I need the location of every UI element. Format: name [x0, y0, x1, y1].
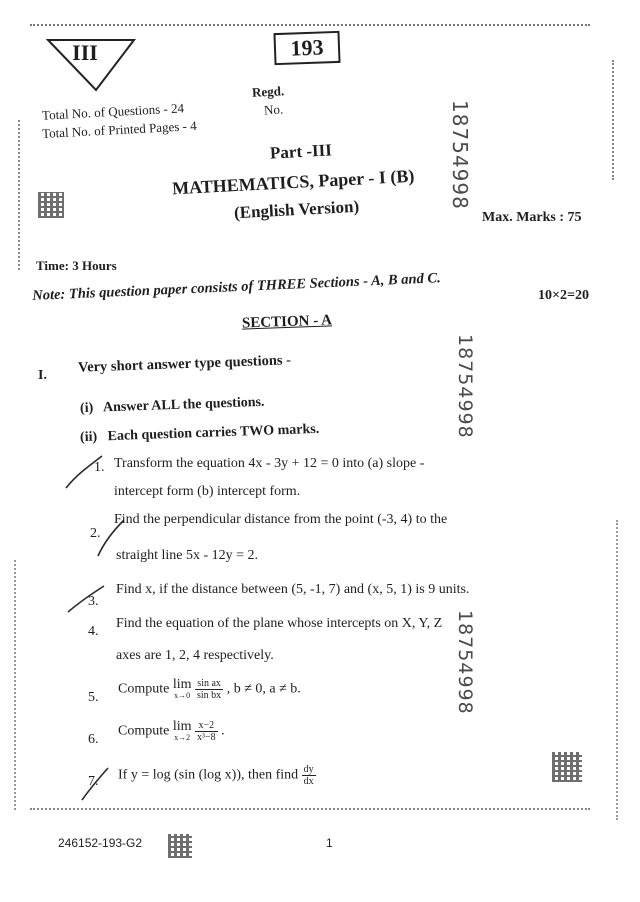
- max-marks: Max. Marks : 75: [482, 210, 582, 225]
- part-title: Part -III: [269, 140, 333, 163]
- dotted-border-right-lower: [616, 520, 618, 820]
- dotted-border-left: [18, 120, 20, 270]
- question-4-number: 4.: [88, 624, 99, 639]
- dotted-border-bottom: [30, 808, 590, 810]
- qr-code-icon: [38, 192, 64, 218]
- question-1-line1: Transform the equation 4x - 3y + 12 = 0 into (a) slope -: [114, 456, 425, 471]
- question-3-number: 3.: [88, 594, 99, 609]
- question-5-number: 5.: [88, 690, 99, 705]
- section-a-title: SECTION - A: [241, 312, 333, 332]
- section-roman: I.: [38, 368, 47, 383]
- question-6-number: 6.: [88, 732, 99, 747]
- question-6-prefix: Compute: [118, 723, 170, 739]
- instruction-1-num: (i): [79, 400, 94, 417]
- question-6-lim-word: lim: [172, 718, 192, 734]
- question-7-numerator: dy: [303, 764, 314, 775]
- section-marks: 10×2=20: [538, 288, 589, 303]
- question-3-line1: Find x, if the distance between (5, -1, 7) and (x, 5, 1) is 9 units.: [116, 582, 470, 597]
- question-5-fraction: [195, 678, 223, 701]
- serial-number-lower: 18754998: [454, 610, 476, 715]
- qr-code-icon: [552, 752, 582, 782]
- paper-code-box: 193: [273, 31, 340, 65]
- question-6-limit: [172, 718, 192, 743]
- dotted-border-top: [30, 24, 590, 26]
- question-5-lim-sub: x→0: [174, 690, 191, 700]
- dotted-border-right: [612, 60, 614, 180]
- question-5-prefix: Compute: [118, 681, 170, 697]
- dotted-border-left-lower: [14, 560, 16, 810]
- question-5-lim-word: lim: [172, 676, 192, 692]
- pen-tick-mark-icon: [64, 454, 104, 494]
- question-2-line1: Find the perpendicular distance from the point (-3, 4) to the: [114, 512, 448, 527]
- total-pages: Total No. of Printed Pages - 4: [41, 117, 197, 142]
- question-6-fraction: [195, 720, 218, 743]
- question-1-line2: intercept form (b) intercept form.: [114, 484, 301, 499]
- question-7-denominator: dx: [303, 776, 314, 787]
- instruction-2-num: (ii): [79, 429, 98, 446]
- pen-tick-mark-icon: [96, 518, 126, 558]
- version-title: (English Version): [233, 196, 360, 223]
- pen-tick-mark-icon: [80, 766, 110, 802]
- question-6-lim-sub: x→2: [174, 732, 191, 742]
- question-4-line1: Find the equation of the plane whose intercepts on X, Y, Z: [116, 616, 443, 631]
- question-5-suffix: , b ≠ 0, a ≠ b.: [226, 681, 301, 697]
- question-5: [118, 678, 301, 701]
- regd-label: Regd.: [251, 83, 285, 100]
- subject-title: MATHEMATICS, Paper - I (B): [171, 165, 415, 199]
- question-5-limit: [172, 676, 192, 701]
- question-2-line2: straight line 5x - 12y = 2.: [116, 548, 259, 563]
- question-6-suffix: .: [221, 723, 225, 739]
- question-7-prefix: If y = log (sin (log x)), then find: [118, 767, 299, 783]
- question-4-line2: axes are 1, 2, 4 respectively.: [116, 648, 274, 663]
- instruction-1-text: Answer ALL the questions.: [102, 394, 265, 416]
- section-heading: Very short answer type questions -: [77, 352, 292, 376]
- serial-number-top: 18754998: [448, 100, 472, 210]
- page-number: 1: [326, 836, 333, 850]
- question-7-number: 7.: [88, 774, 99, 789]
- question-6-denominator: x³−8: [197, 732, 216, 743]
- footer-code: 246152-193-G2: [58, 836, 143, 850]
- badge-roman: III: [72, 40, 98, 65]
- question-7-fraction: [302, 764, 316, 787]
- regd-no-label: No.: [263, 101, 284, 118]
- qr-code-icon: [168, 834, 192, 858]
- question-7: [118, 764, 316, 787]
- question-5-numerator: sin ax: [195, 678, 223, 690]
- question-2-number: 2.: [90, 526, 101, 541]
- question-5-denominator: sin bx: [197, 690, 222, 701]
- serial-number-middle: 18754998: [454, 334, 476, 439]
- pen-tick-mark-icon: [66, 584, 106, 614]
- question-6-numerator: x−2: [195, 720, 218, 732]
- question-1-number: 1.: [94, 460, 105, 475]
- instruction-1: [80, 395, 265, 417]
- total-questions: Total No. of Questions - 24: [41, 100, 185, 123]
- question-6: [118, 720, 225, 743]
- instruction-2-text: Each question carries TWO marks.: [107, 421, 320, 445]
- exam-time: Time: 3 Hours: [36, 258, 117, 273]
- instruction-2: [80, 422, 320, 446]
- paper-note: Note: This question paper consists of THREE Sections - A, B and C.: [32, 270, 442, 304]
